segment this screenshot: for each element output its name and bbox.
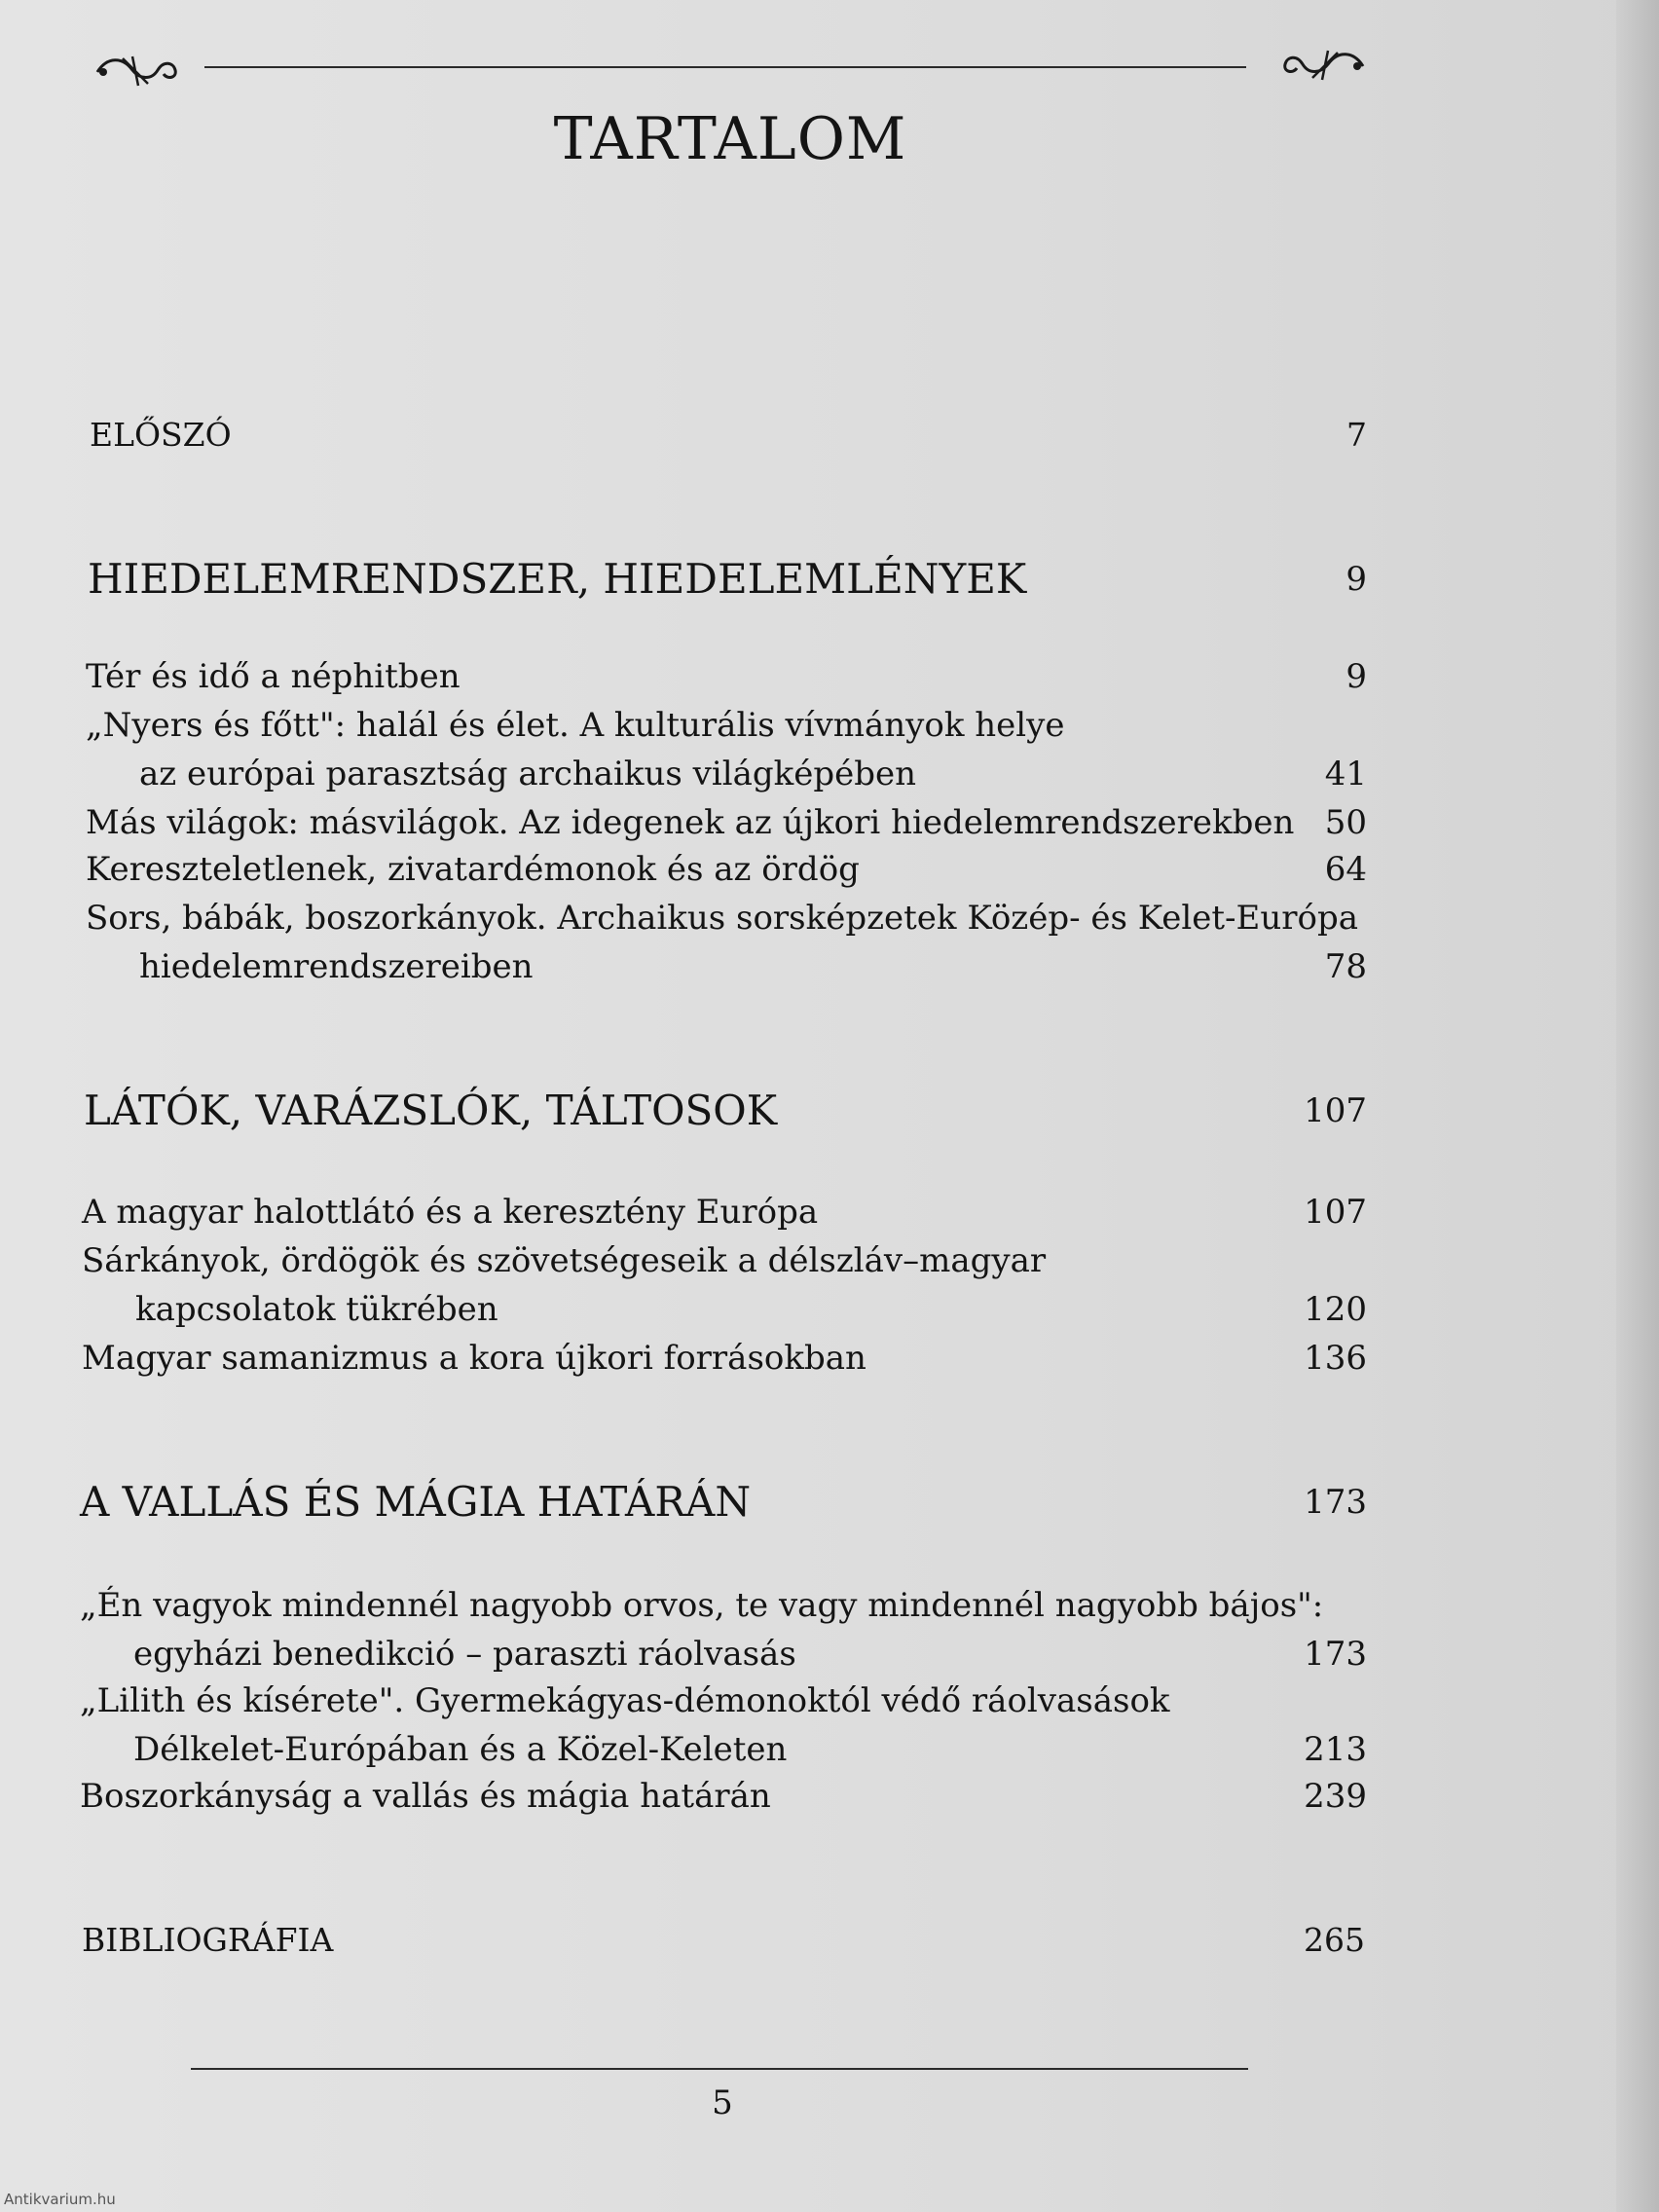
toc-entry bbox=[82, 1190, 1367, 1235]
toc-entry-title: „Én vagyok mindennél nagyobb orvos, te vagy mindennél nagyobb bájos": bbox=[80, 1586, 1324, 1625]
toc-entry-continuation bbox=[82, 1287, 1367, 1332]
toc-entry-page: 239 bbox=[1304, 1777, 1367, 1816]
toc-entry-page: 78 bbox=[1324, 947, 1367, 986]
toc-entry-title: „Lilith és kísérete". Gyermekágyas-démonoktól védő ráolvasások bbox=[80, 1681, 1170, 1720]
toc-section-title: LÁTÓK, VARÁZSLÓK, TÁLTOSOK bbox=[84, 1087, 778, 1134]
toc-entry-title: Boszorkányság a vallás és mágia határán bbox=[80, 1777, 771, 1816]
toc-entry-continuation bbox=[86, 752, 1367, 796]
watermark: Antikvarium.hu bbox=[4, 2191, 116, 2208]
toc-entry-title: egyházi benedikció – paraszti ráolvasás bbox=[133, 1635, 796, 1674]
toc-entry-page: 64 bbox=[1324, 850, 1367, 889]
top-rule bbox=[204, 66, 1246, 68]
toc-entry-title: Más világok: másvilágok. Az idegenek az újkori hiedelemrendszerekben bbox=[86, 803, 1295, 842]
toc-entry bbox=[80, 1774, 1367, 1819]
toc-entry-title: Délkelet-Európában és a Közel-Keleten bbox=[133, 1730, 788, 1769]
toc-section bbox=[84, 1088, 1367, 1133]
toc-entry bbox=[86, 703, 1367, 748]
toc-entry bbox=[82, 1336, 1367, 1381]
toc-entry bbox=[86, 800, 1367, 845]
toc-entry bbox=[82, 1238, 1367, 1283]
toc-entry bbox=[82, 1918, 1365, 1963]
toc-section-page: 173 bbox=[1304, 1483, 1367, 1522]
toc-entry-page: 173 bbox=[1304, 1635, 1367, 1674]
toc-section bbox=[80, 1480, 1367, 1525]
toc-entry-page: 9 bbox=[1346, 657, 1367, 696]
toc-entry-page: 213 bbox=[1304, 1730, 1367, 1769]
toc-entry-page: 107 bbox=[1304, 1193, 1367, 1232]
page-title: TARTALOM bbox=[553, 105, 907, 173]
left-flourish-icon bbox=[93, 51, 179, 90]
toc-entry-title: BIBLIOGRÁFIA bbox=[82, 1921, 334, 1959]
toc-entry-title: az európai parasztság archaikus világképében bbox=[139, 755, 917, 793]
toc-entry bbox=[86, 896, 1367, 940]
toc-entry bbox=[86, 847, 1367, 892]
toc-entry-title: Sárkányok, ördögök és szövetségeseik a délszláv–magyar bbox=[82, 1241, 1047, 1280]
toc-section-title: A VALLÁS ÉS MÁGIA HATÁRÁN bbox=[80, 1478, 752, 1526]
toc-entry-page: 136 bbox=[1304, 1339, 1367, 1378]
toc-entry-title: ELŐSZÓ bbox=[90, 416, 232, 454]
toc-entry-page: 120 bbox=[1304, 1290, 1367, 1329]
toc-section bbox=[88, 557, 1367, 602]
toc-entry-continuation bbox=[80, 1632, 1367, 1677]
toc-entry-continuation bbox=[86, 944, 1367, 989]
toc-entry-title: Sors, bábák, boszorkányok. Archaikus sorsképzetek Közép- és Kelet-Európa bbox=[86, 899, 1358, 938]
toc-entry-title: „Nyers és főtt": halál és élet. A kulturális vívmányok helye bbox=[86, 706, 1065, 745]
toc-entry bbox=[80, 1583, 1367, 1628]
toc-entry-title: Magyar samanizmus a kora újkori forrásokban bbox=[82, 1339, 866, 1378]
bottom-rule bbox=[191, 2068, 1248, 2070]
toc-entry bbox=[80, 1678, 1367, 1723]
toc-entry bbox=[86, 654, 1367, 699]
toc-entry bbox=[90, 413, 1367, 458]
page-number: 5 bbox=[712, 2083, 733, 2122]
toc-entry-page: 265 bbox=[1304, 1921, 1365, 1959]
toc-section-page: 9 bbox=[1346, 560, 1367, 599]
toc-entry-continuation bbox=[80, 1727, 1367, 1772]
toc-section-page: 107 bbox=[1304, 1091, 1367, 1130]
toc-entry-title: A magyar halottlátó és a keresztény Európa bbox=[82, 1193, 819, 1232]
toc-entry-page: 7 bbox=[1346, 416, 1367, 454]
toc-entry-page: 50 bbox=[1324, 803, 1367, 842]
toc-entry-title: kapcsolatok tükrében bbox=[135, 1290, 498, 1329]
right-flourish-icon bbox=[1281, 45, 1367, 84]
page-edge-shadow bbox=[1616, 0, 1659, 2212]
toc-entry-page: 41 bbox=[1324, 755, 1367, 793]
toc-entry-title: Kereszteletlenek, zivatardémonok és az ördög bbox=[86, 850, 860, 889]
toc-entry-title: Tér és idő a néphitben bbox=[86, 657, 461, 696]
toc-entry-title: hiedelemrendszereiben bbox=[139, 947, 534, 986]
toc-section-title: HIEDELEMRENDSZER, HIEDELEMLÉNYEK bbox=[88, 555, 1027, 603]
